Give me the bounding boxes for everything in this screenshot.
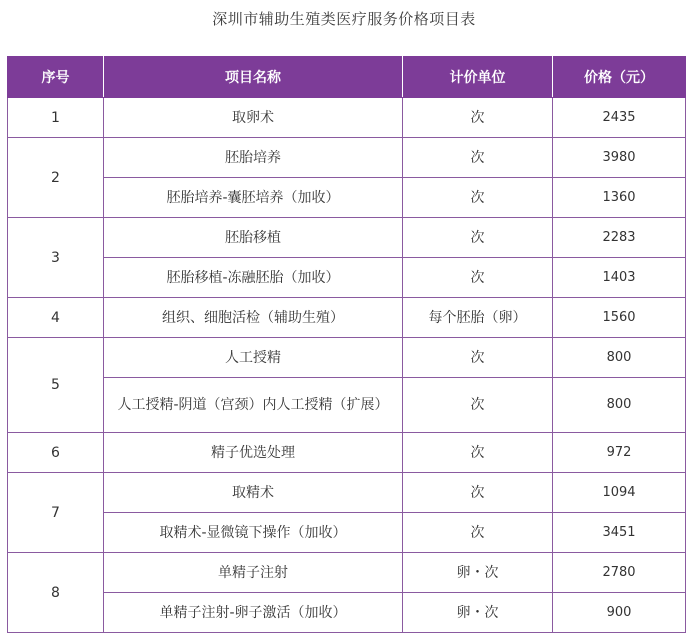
seq-cell: 7 <box>8 473 104 553</box>
price-cell: 2435 <box>553 98 686 138</box>
seq-cell: 3 <box>8 218 104 298</box>
table-row <box>8 218 686 258</box>
table-row <box>8 178 686 218</box>
item-name-cell: 取精术 <box>104 473 403 513</box>
price-cell: 1360 <box>553 178 686 218</box>
price-cell: 1403 <box>553 258 686 298</box>
item-name-cell: 胚胎移植 <box>104 218 403 258</box>
unit-cell: 次 <box>403 433 553 473</box>
item-name-cell: 人工授精 <box>104 338 403 378</box>
table-header-row <box>8 57 686 98</box>
unit-cell: 次 <box>403 98 553 138</box>
price-cell: 2780 <box>553 553 686 593</box>
unit-cell: 次 <box>403 258 553 298</box>
item-name-cell: 胚胎培养-囊胚培养（加收） <box>104 178 403 218</box>
unit-cell: 卵・次 <box>403 553 553 593</box>
price-cell: 3451 <box>553 513 686 553</box>
header-price: 价格（元） <box>553 57 686 98</box>
price-cell: 3980 <box>553 138 686 178</box>
unit-cell: 次 <box>403 218 553 258</box>
price-cell: 2283 <box>553 218 686 258</box>
header-unit: 计价单位 <box>403 57 553 98</box>
price-cell: 1094 <box>553 473 686 513</box>
seq-cell: 2 <box>8 138 104 218</box>
seq-cell: 6 <box>8 433 104 473</box>
table-row <box>8 138 686 178</box>
table-row <box>8 298 686 338</box>
price-cell: 1560 <box>553 298 686 338</box>
unit-cell: 次 <box>403 338 553 378</box>
price-cell: 800 <box>553 378 686 433</box>
unit-cell: 次 <box>403 513 553 553</box>
item-name-cell: 单精子注射 <box>104 553 403 593</box>
table-row <box>8 513 686 553</box>
header-item-name: 项目名称 <box>104 57 403 98</box>
header-seq: 序号 <box>8 57 104 98</box>
unit-cell: 卵・次 <box>403 593 553 633</box>
table-row <box>8 553 686 593</box>
unit-cell: 次 <box>403 138 553 178</box>
price-cell: 972 <box>553 433 686 473</box>
seq-cell: 8 <box>8 553 104 633</box>
item-name-cell: 取精术-显微镜下操作（加收） <box>104 513 403 553</box>
seq-cell: 1 <box>8 98 104 138</box>
unit-cell: 次 <box>403 178 553 218</box>
unit-cell: 每个胚胎（卵） <box>403 298 553 338</box>
unit-cell: 次 <box>403 378 553 433</box>
unit-cell: 次 <box>403 473 553 513</box>
seq-cell: 4 <box>8 298 104 338</box>
item-name-cell: 精子优选处理 <box>104 433 403 473</box>
item-name-cell: 单精子注射-卵子激活（加收） <box>104 593 403 633</box>
item-name-cell: 组织、细胞活检（辅助生殖） <box>104 298 403 338</box>
price-table <box>7 56 686 633</box>
item-name-cell: 人工授精-阴道（宫颈）内人工授精（扩展） <box>104 378 403 433</box>
item-name-cell: 取卵术 <box>104 98 403 138</box>
price-cell: 900 <box>553 593 686 633</box>
table-row <box>8 378 686 433</box>
table-row <box>8 593 686 633</box>
item-name-cell: 胚胎移植-冻融胚胎（加收） <box>104 258 403 298</box>
table-row <box>8 98 686 138</box>
table-row <box>8 338 686 378</box>
page-title: 深圳市辅助生殖类医疗服务价格项目表 <box>212 10 476 28</box>
table-row <box>8 258 686 298</box>
table-row <box>8 473 686 513</box>
seq-cell: 5 <box>8 338 104 433</box>
price-cell: 800 <box>553 338 686 378</box>
table-row <box>8 433 686 473</box>
item-name-cell: 胚胎培养 <box>104 138 403 178</box>
